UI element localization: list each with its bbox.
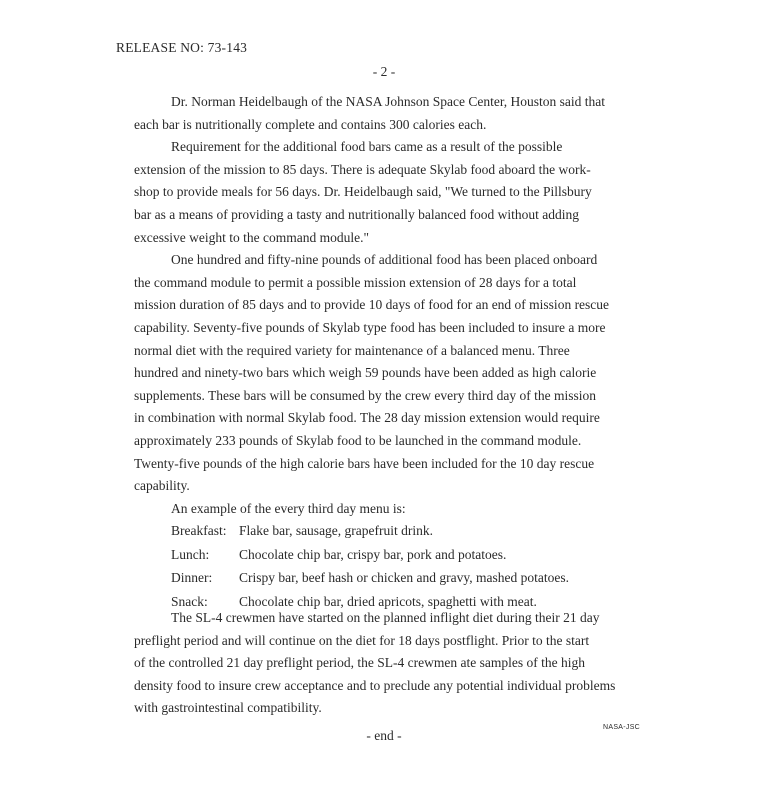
text-line: Requirement for the additional food bars came as a result of the possible	[171, 139, 563, 155]
menu-items: Crispy bar, beef hash or chicken and gravy, mashed potatoes.	[239, 570, 569, 585]
text-line: extension of the mission to 85 days. There is adequate Skylab food aboard the work-	[134, 161, 591, 177]
text-line: bar as a means of providing a tasty and nutritionally balanced food without adding	[134, 206, 580, 222]
text-line: normal diet with the required variety for maintenance of a balanced menu. Three	[134, 342, 570, 358]
text-line: density food to insure crew acceptance and to preclude any potential individual problems	[134, 677, 616, 693]
menu-label: Snack:	[171, 593, 208, 609]
end-mark: - end -	[366, 728, 402, 743]
menu-row-dinner	[171, 566, 569, 590]
menu-items: Chocolate chip bar, dried apricots, spaghetti with meat.	[239, 593, 537, 609]
agency-mark: NASA-JSC	[603, 724, 641, 731]
text-line: of the controlled 21 day preflight period, the SL-4 crewmen ate samples of the high	[134, 655, 585, 671]
paragraph-1	[134, 91, 664, 136]
text-line: excessive weight to the command module."	[134, 229, 369, 245]
text-line: capability.	[134, 478, 190, 494]
text-line: mission duration of 85 days and to provide 10 days of food for an end of mission rescue	[134, 297, 610, 313]
text-line: Dr. Norman Heidelbaugh of the NASA Johnson Space Center, Houston said that	[171, 94, 606, 109]
closing-paragraph	[134, 607, 664, 720]
text-line: with gastrointestinal compatibility.	[134, 700, 322, 716]
text-line: supplements. These bars will be consumed by the crew every third day of the mission	[134, 387, 597, 403]
text-line: the command module to permit a possible mission extension of 28 days for a total	[134, 274, 577, 290]
menu-list	[171, 519, 569, 613]
text-line: hundred and ninety-two bars which weigh 59 pounds have been added as high calorie	[134, 365, 597, 381]
text-line: One hundred and fifty-nine pounds of additional food has been placed onboard	[171, 252, 598, 268]
body-text	[134, 91, 664, 520]
paragraph-3	[134, 249, 664, 498]
menu-items: Flake bar, sausage, grapefruit drink.	[239, 523, 434, 538]
menu-row-breakfast	[171, 519, 569, 543]
menu-items: Chocolate chip bar, crispy bar, pork and potatoes.	[239, 546, 507, 562]
release-number: RELEASE NO: 73-143	[116, 40, 248, 55]
paragraph-4	[134, 498, 664, 521]
text-line: preflight period and will continue on the diet for 18 days postflight. Prior to the start	[134, 632, 590, 648]
page-number: - 2 -	[372, 64, 396, 79]
text-line: shop to provide meals for 56 days. Dr. Heidelbaugh said, "We turned to the Pillsbury	[134, 184, 592, 200]
menu-row-lunch	[171, 543, 569, 567]
text-line: An example of the every third day menu is:	[171, 500, 406, 516]
text-line: The SL-4 crewmen have started on the planned inflight diet during their 21 day	[171, 610, 600, 625]
text-line: each bar is nutritionally complete and contains 300 calories each.	[134, 116, 487, 132]
menu-label: Dinner:	[171, 570, 213, 585]
text-line: capability. Seventy-five pounds of Skylab type food has been included to insure a more	[134, 319, 606, 335]
text-line: Twenty-five pounds of the high calorie bars have been included for the 10 day rescue	[134, 455, 595, 471]
menu-label: Lunch:	[171, 546, 210, 562]
text-line: approximately 233 pounds of Skylab food to be launched in the command module.	[134, 432, 582, 448]
text-line: in combination with normal Skylab food. The 28 day mission extension would require	[134, 410, 600, 426]
menu-label: Breakfast:	[171, 523, 227, 538]
paragraph-2	[134, 136, 664, 249]
